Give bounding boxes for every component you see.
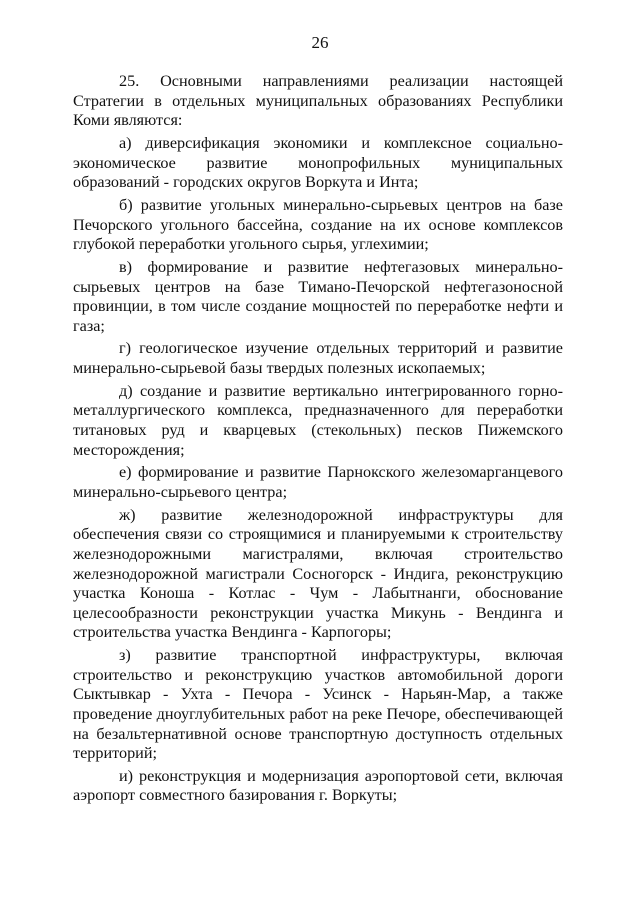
list-item-i: и) реконструкция и модернизация аэропортовой сети, включая аэропорт совместного базирования г. Воркуты; (73, 766, 563, 805)
paragraph-intro: 25. Основными направлениями реализации настоящей Стратегии в отдельных муниципальных образованиях Республики Коми являются: (73, 72, 563, 130)
list-item-e: е) формирование и развитие Парнокского железомарганцевого минерально-сырьевого центра; (73, 463, 563, 501)
document-body (73, 72, 563, 809)
list-item-b: б) развитие угольных минерально-сырьевых центров на базе Печорского угольного бассейна, создание на их основе комплексов глубокой переработки угольного сырья, углехимии; (73, 195, 563, 254)
list-item-zh: ж) развитие железнодорожной инфраструктуры для обеспечения связи со строящимися и планируемыми к строительству железнодорожными магистралями, включая строительство железнодорожной магистрали Сосногорск - Индига, реконструкцию участка Коноша - Котлас - Чум - Лабытнанги, обоснование целесообразности реконструкции участка Микунь - Вендинга и строительства участка Вендинга - Карпогоры; (73, 505, 563, 642)
list-item-d: д) создание и развитие вертикально интегрированного горно-металлургического комплекса, предназначенного для переработки титановых руд и кварцевых (стекольных) песков Пижемского месторождения; (73, 381, 563, 459)
list-item-v: в) формирование и развитие нефтегазовых минерально-сырьевых центров на базе Тимано-Печорской нефтегазоносной провинции, в том числе создание мощностей по переработке нефти и газа; (73, 257, 563, 335)
list-item-a: а) диверсификация экономики и комплексное социально-экономическое развитие монопрофильных муниципальных образований - городских округов Воркута и Инта; (73, 133, 563, 192)
list-item-z: з) развитие транспортной инфраструктуры, включая строительство и реконструкцию участков автомобильной дороги Сыктывкар - Ухта - Печора - Усинск - Нарьян-Мар, а также проведение дноуглубительных работ на реке Печоре, обеспечивающей на безальтернативной основе транспортную доступность отдельных территорий; (73, 646, 563, 763)
list-item-g: г) геологическое изучение отдельных территорий и развитие минерально-сырьевой базы твердых полезных ископаемых; (73, 339, 563, 378)
page-number: 26 (311, 33, 329, 52)
